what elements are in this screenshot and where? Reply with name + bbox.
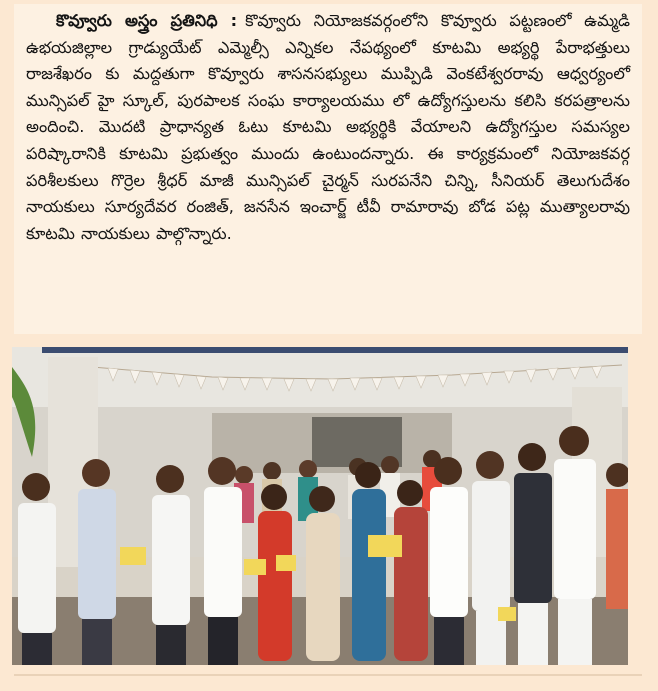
news-photo xyxy=(12,347,628,665)
canopy-beam xyxy=(42,347,628,353)
group-photo-illustration xyxy=(12,347,628,665)
article-byline: కొవ్వూరు అస్త్రం ప్రతినిధి : xyxy=(56,11,238,30)
bottom-rule xyxy=(14,674,642,676)
article-box xyxy=(14,4,642,334)
article-body: కొవ్వూరు నియోజకవర్గంలోని కొవ్వూరు పట్టణంలో ఉమ్మడి ఉభయజిల్లాల గ్రాడ్యుయేట్ ఎమ్మెల్సీ ఎన్నికల నేపథ్యంలో కూటమి అభ్యర్థి పేరాభత్తులు రాజశేఖరం కు మద్దతుగా కొవ్వూరు శాసనసభ్యులు ముప్పిడి వెంకటేశ్వరరావు ఆధ్వర్యంలో మున్సిపల్ హై స్కూల్, పురపాలక సంఘ కార్యాలయము లో ఉద్యోగస్తులను కలిసి కరపత్రాలను అందించి. మొదటి ప్రాధాన్యత ఓటు కూటమి అభ్యర్థికి వేయాలని ఉద్యోగస్తుల సమస్యల పరిష్కారానికి కూటమి ప్రభుత్వం ముందు ఉంటుందన్నారు. ఈ కార్యక్రమంలో నియోజకవర్గ పరిశీలకులు గొర్రెల శ్రీధర్ మాజీ మున్సిపల్ చైర్మన్ సురపనేని చిన్ని, సీనియర్ తెలుగుదేశం నాయకులు సూర్యదేవర రంజిత్, జనసేన ఇంచార్జ్ టీవీ రామారావు బోడ పట్ల ముత్యాలరావు కూటమి నాయకులు పాల్గొన్నారు. xyxy=(26,11,631,243)
canopy xyxy=(12,347,628,407)
article-paragraph xyxy=(26,8,630,247)
